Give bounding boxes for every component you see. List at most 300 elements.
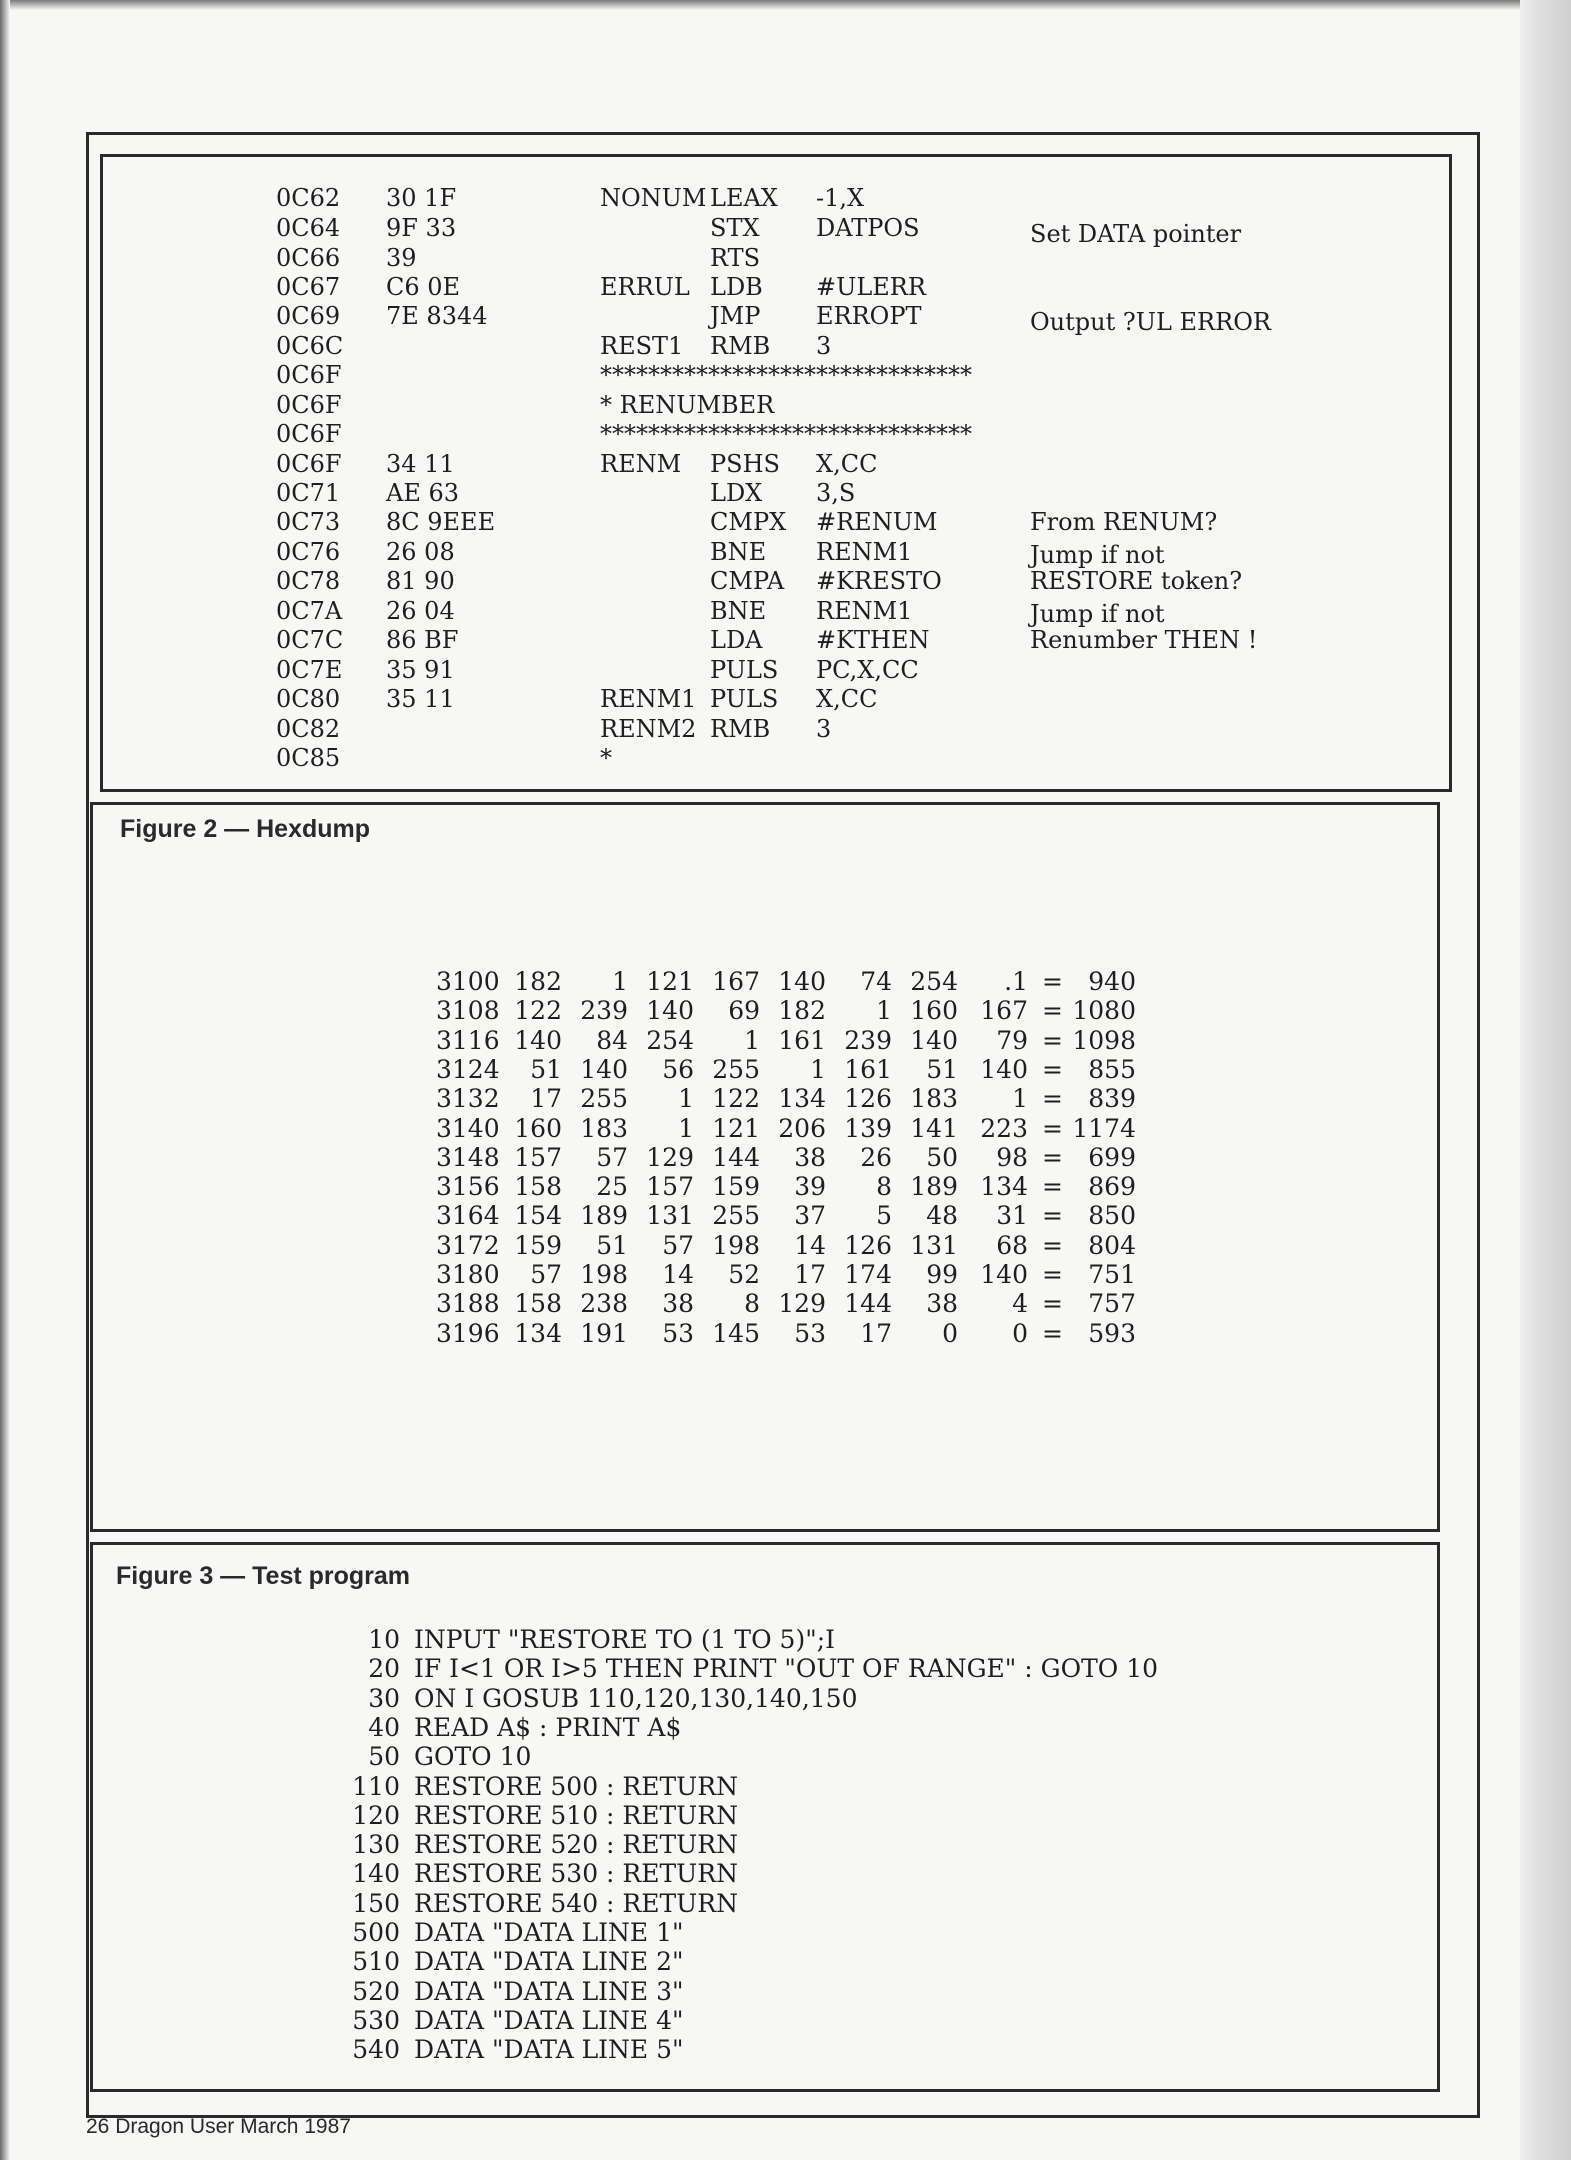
basic-statement: RESTORE 500 : RETURN [414,1772,738,1801]
hexdump-byte: 158 [514,1289,562,1318]
basic-statement: READ A$ : PRINT A$ [414,1713,682,1742]
asm-label: RENM1 [600,685,697,713]
hexdump-byte: 1 [678,1084,694,1113]
asm-operand: #KTHEN [816,626,930,654]
hexdump-address: 3148 [436,1143,500,1172]
hexdump-byte: 134 [514,1319,562,1348]
hexdump-byte: 1 [876,996,892,1025]
asm-opcode-bytes: 7E 8344 [386,302,488,330]
hexdump-byte: 159 [712,1172,760,1201]
hexdump-equals: = [1042,1172,1063,1201]
asm-opcode-bytes: 86 BF [386,626,459,654]
asm-operand: ERROPT [816,302,922,330]
basic-line-number: 130 [352,1830,400,1859]
asm-address: 0C82 [276,715,341,743]
basic-line-number: 540 [352,2035,400,2064]
basic-statement: DATA "DATA LINE 1" [414,1918,684,1947]
hexdump-byte: 145 [712,1319,760,1348]
asm-address: 0C76 [276,538,341,566]
asm-address: 0C71 [276,479,341,507]
basic-line-number: 140 [352,1859,400,1888]
basic-line-number: 50 [368,1742,400,1771]
asm-address: 0C6F [276,361,342,389]
hexdump-byte: 140 [580,1055,628,1084]
hexdump-byte: 255 [712,1201,760,1230]
basic-statement: IF I<1 OR I>5 THEN PRINT "OUT OF RANGE" : GOTO 10 [414,1654,1159,1683]
hexdump-byte: 31 [996,1201,1028,1230]
hexdump-row [436,1143,1136,1172]
asm-comment: From RENUM? [1030,508,1218,536]
basic-line [344,1684,1344,1713]
asm-address: 0C69 [276,302,341,330]
hexdump-byte: 140 [980,1260,1028,1289]
hexdump-byte: 254 [910,967,958,996]
basic-line-number: 520 [352,1977,400,2006]
hexdump-byte: 158 [514,1172,562,1201]
asm-mnemonic: JMP [710,302,761,330]
hexdump-byte: 157 [646,1172,694,1201]
figure-2-title: Figure 2 — Hexdump [120,815,371,843]
basic-statement: RESTORE 520 : RETURN [414,1830,738,1859]
asm-comment: Jump if not [1030,600,1165,628]
hexdump-row [436,1289,1136,1318]
basic-statement: ON I GOSUB 110,120,130,140,150 [414,1684,858,1713]
hexdump-checksum: 751 [1088,1260,1136,1289]
asm-opcode-bytes: 26 08 [386,538,455,566]
hexdump-byte: 126 [844,1231,892,1260]
hexdump-byte: 53 [794,1319,826,1348]
hexdump-byte: 189 [580,1201,628,1230]
basic-statement: INPUT "RESTORE TO (1 TO 5)";I [414,1625,836,1654]
hexdump-byte: 26 [860,1143,892,1172]
hexdump-byte: 5 [876,1201,892,1230]
hexdump-byte: 140 [646,996,694,1025]
hexdump-byte: 50 [926,1143,958,1172]
hexdump-byte: 183 [910,1084,958,1113]
asm-line [276,567,1316,597]
hexdump-address: 3124 [436,1055,500,1084]
basic-line [344,1918,1344,1947]
hexdump-byte: 122 [712,1084,760,1113]
asm-mnemonic: CMPA [710,567,785,595]
asm-address: 0C67 [276,273,341,301]
hexdump-byte: 144 [844,1289,892,1318]
hexdump-byte: 79 [996,1026,1028,1055]
hexdump-byte: 51 [596,1231,628,1260]
basic-line-number: 510 [352,1947,400,1976]
asm-operand: DATPOS [816,214,920,242]
figure-3-title: Figure 3 — Test program [116,1562,411,1590]
asm-address: 0C6F [276,420,342,448]
hexdump-equals: = [1042,1201,1063,1230]
asm-mnemonic: LDA [710,626,763,654]
basic-line-number: 20 [368,1654,400,1683]
hexdump-byte: 17 [530,1084,562,1113]
hexdump-byte: 159 [514,1231,562,1260]
basic-statement: DATA "DATA LINE 3" [414,1977,684,2006]
asm-mnemonic: LDX [710,479,763,507]
asm-operand: X,CC [816,685,878,713]
hexdump-byte: 140 [778,967,826,996]
asm-address: 0C66 [276,244,341,272]
hexdump-byte: 183 [580,1114,628,1143]
hexdump-byte: 191 [580,1319,628,1348]
asm-address: 0C80 [276,685,341,713]
asm-operand: 3 [816,332,832,360]
hexdump-byte: 74 [860,967,892,996]
hexdump-byte: 157 [514,1143,562,1172]
asm-address: 0C6C [276,332,344,360]
hexdump-checksum: 757 [1088,1289,1136,1318]
asm-line [276,361,1316,391]
hexdump-byte: 38 [794,1143,826,1172]
hexdump-byte: 182 [514,967,562,996]
asm-mnemonic: STX [710,214,760,242]
hexdump-byte: 161 [844,1055,892,1084]
asm-comment: RESTORE token? [1030,567,1243,595]
asm-opcode-bytes: 39 [386,244,417,272]
hexdump-byte: 84 [596,1026,628,1055]
hexdump-byte: 160 [514,1114,562,1143]
hexdump-byte: .1 [1004,967,1028,996]
asm-line [276,273,1316,303]
hexdump-address: 3140 [436,1114,500,1143]
hexdump-byte: 141 [910,1114,958,1143]
hexdump-byte: 14 [794,1231,826,1260]
asm-line [276,184,1316,214]
asm-line [276,656,1316,686]
asm-operand: X,CC [816,450,878,478]
basic-line-number: 500 [352,1918,400,1947]
hexdump-equals: = [1042,1289,1063,1318]
asm-operand: #KRESTO [816,567,942,595]
asm-banner-title: * RENUMBER [600,391,775,419]
hexdump-equals: = [1042,1260,1063,1289]
hexdump-byte: 126 [844,1084,892,1113]
hexdump-byte: 140 [910,1026,958,1055]
hexdump-byte: 56 [662,1055,694,1084]
asm-banner-line: ******************************* [600,361,972,389]
hexdump-byte: 134 [980,1172,1028,1201]
asm-label: NONUM [600,184,707,212]
asm-line [276,450,1316,480]
hexdump-row [436,996,1136,1025]
page-top-shadow [0,0,1571,10]
hexdump-checksum: 869 [1088,1172,1136,1201]
asm-opcode-bytes: AE 63 [386,479,460,507]
hexdump-byte: 161 [778,1026,826,1055]
hexdump-equals: = [1042,967,1063,996]
asm-mnemonic: PULS [710,656,779,684]
hexdump-row [436,1172,1136,1201]
hexdump-checksum: 1080 [1072,996,1136,1025]
hexdump-byte: 57 [596,1143,628,1172]
asm-operand: 3,S [816,479,856,507]
basic-statement: RESTORE 510 : RETURN [414,1801,738,1830]
hexdump-equals: = [1042,1055,1063,1084]
hexdump-byte: 239 [844,1026,892,1055]
hexdump-row [436,1319,1136,1348]
asm-line [276,626,1316,656]
hexdump-address: 3116 [436,1026,500,1055]
asm-address: 0C78 [276,567,341,595]
hexdump-byte: 1 [612,967,628,996]
hexdump-byte: 129 [778,1289,826,1318]
hexdump-checksum: 804 [1088,1231,1136,1260]
hexdump-checksum: 839 [1088,1084,1136,1113]
hexdump-byte: 1 [1012,1084,1028,1113]
asm-address: 0C73 [276,508,341,536]
asm-address: 0C7A [276,597,343,625]
basic-statement: DATA "DATA LINE 4" [414,2006,684,2035]
hexdump-row [436,1201,1136,1230]
hexdump-byte: 37 [794,1201,826,1230]
hexdump-byte: 0 [1012,1319,1028,1348]
asm-operand: #ULERR [816,273,926,301]
basic-line [344,1625,1344,1654]
asm-label: RENM [600,450,682,478]
asm-comment: Jump if not [1030,541,1165,569]
basic-line [344,2006,1344,2035]
basic-line-number: 150 [352,1889,400,1918]
hexdump-byte: 255 [580,1084,628,1113]
asm-line [276,508,1316,538]
hexdump-byte: 69 [728,996,760,1025]
hexdump-address: 3100 [436,967,500,996]
basic-line-number: 10 [368,1625,400,1654]
asm-banner-line: ******************************* [600,420,972,448]
asm-comment: Output ?UL ERROR [1030,308,1271,336]
asm-opcode-bytes: 8C 9EEE [386,508,496,536]
asm-opcode-bytes: C6 0E [386,273,461,301]
basic-line [344,1859,1344,1888]
basic-statement: GOTO 10 [414,1742,532,1771]
asm-line [276,244,1316,274]
hexdump-byte: 98 [996,1143,1028,1172]
hexdump-byte: 122 [514,996,562,1025]
hexdump-byte: 189 [910,1172,958,1201]
hexdump-byte: 57 [662,1231,694,1260]
hexdump-address: 3164 [436,1201,500,1230]
hexdump-address: 3132 [436,1084,500,1113]
hexdump-equals: = [1042,1231,1063,1260]
basic-statement: RESTORE 540 : RETURN [414,1889,738,1918]
hexdump-byte: 38 [926,1289,958,1318]
basic-line [344,1947,1344,1976]
hexdump-byte: 140 [514,1026,562,1055]
hexdump-checksum: 855 [1088,1055,1136,1084]
hexdump-address: 3188 [436,1289,500,1318]
hexdump-byte: 51 [530,1055,562,1084]
asm-operand: #RENUM [816,508,938,536]
asm-operand: 3 [816,715,832,743]
hexdump-equals: = [1042,1143,1063,1172]
asm-line [276,332,1316,362]
basic-line [344,1742,1344,1771]
basic-line-number: 30 [368,1684,400,1713]
hexdump-checksum: 593 [1088,1319,1136,1348]
asm-comment: Renumber THEN ! [1030,626,1258,654]
hexdump-byte: 206 [778,1114,826,1143]
hexdump-equals: = [1042,996,1063,1025]
hexdump-equals: = [1042,1026,1063,1055]
hexdump-byte: 51 [926,1055,958,1084]
hexdump-byte: 1 [678,1114,694,1143]
hexdump-byte: 99 [926,1260,958,1289]
basic-line [344,1654,1344,1683]
asm-line [276,538,1316,568]
hexdump-byte: 121 [646,967,694,996]
hexdump-byte: 239 [580,996,628,1025]
asm-mnemonic: LEAX [710,184,778,212]
hexdump-byte: 4 [1012,1289,1028,1318]
basic-line-number: 110 [352,1772,400,1801]
hexdump-checksum: 699 [1088,1143,1136,1172]
asm-mnemonic: RTS [710,244,761,272]
asm-mnemonic: BNE [710,597,767,625]
asm-address: 0C7C [276,626,344,654]
hexdump-byte: 134 [778,1084,826,1113]
basic-line [344,2035,1344,2064]
hexdump-byte: 25 [596,1172,628,1201]
asm-address: 0C62 [276,184,341,212]
asm-line [276,391,1316,421]
asm-line [276,214,1316,248]
hexdump-row [436,1084,1136,1113]
hexdump-byte: 8 [744,1289,760,1318]
hexdump-byte: 38 [662,1289,694,1318]
hexdump-checksum: 940 [1088,967,1136,996]
basic-statement: DATA "DATA LINE 2" [414,1947,684,1976]
asm-comment: Set DATA pointer [1030,220,1242,248]
asm-line [276,597,1316,627]
hexdump-byte: 167 [980,996,1028,1025]
asm-mnemonic: CMPX [710,508,787,536]
hexdump-address: 3172 [436,1231,500,1260]
page-left-shadow [0,0,10,2160]
hexdump-address: 3180 [436,1260,500,1289]
asm-mnemonic: RMB [710,715,771,743]
hexdump-byte: 8 [876,1172,892,1201]
asm-address: 0C85 [276,744,341,772]
hexdump-byte: 131 [646,1201,694,1230]
hexdump-byte: 131 [910,1231,958,1260]
hexdump-byte: 167 [712,967,760,996]
hexdump-byte: 174 [844,1260,892,1289]
asm-opcode-bytes: 26 04 [386,597,455,625]
asm-label: REST1 [600,332,684,360]
hexdump-byte: 238 [580,1289,628,1318]
hexdump-byte: 139 [844,1114,892,1143]
asm-opcode-bytes: 35 11 [386,685,455,713]
hexdump-byte: 1 [810,1055,826,1084]
asm-operand: RENM1 [816,538,913,566]
asm-mnemonic: BNE [710,538,767,566]
page-right-edge [1520,0,1571,2160]
asm-mnemonic: RMB [710,332,771,360]
asm-line [276,715,1316,745]
asm-mnemonic: LDB [710,273,763,301]
hexdump-row [436,1114,1136,1143]
hexdump-byte: 0 [942,1319,958,1348]
asm-opcode-bytes: 34 11 [386,450,455,478]
basic-line-number: 530 [352,2006,400,2035]
asm-opcode-bytes: 35 91 [386,656,455,684]
hexdump-byte: 223 [980,1114,1028,1143]
hexdump-byte: 121 [712,1114,760,1143]
asm-operand: RENM1 [816,597,913,625]
asm-line [276,479,1316,509]
asm-label: RENM2 [600,715,697,743]
hexdump-byte: 57 [530,1260,562,1289]
hexdump-byte: 160 [910,996,958,1025]
asm-line [276,420,1316,450]
hexdump-byte: 14 [662,1260,694,1289]
hexdump-byte: 154 [514,1201,562,1230]
asm-operand: -1,X [816,184,865,212]
asm-line [276,744,1316,774]
hexdump-equals: = [1042,1084,1063,1113]
asm-label: ERRUL [600,273,690,301]
asm-line [276,685,1316,715]
hexdump-checksum: 1174 [1072,1114,1136,1143]
hexdump-byte: 254 [646,1026,694,1055]
hexdump-row [436,1231,1136,1260]
hexdump-address: 3156 [436,1172,500,1201]
asm-address: 0C6F [276,450,342,478]
hexdump-byte: 198 [712,1231,760,1260]
hexdump-byte: 17 [860,1319,892,1348]
asm-opcode-bytes: 81 90 [386,567,455,595]
asm-opcode-bytes: 9F 33 [386,214,457,242]
asm-label: * [600,744,612,772]
basic-line [344,1889,1344,1918]
hexdump-byte: 68 [996,1231,1028,1260]
hexdump-row [436,1026,1136,1055]
basic-line [344,1801,1344,1830]
basic-line-number: 40 [368,1713,400,1742]
hexdump-address: 3196 [436,1319,500,1348]
hexdump-byte: 182 [778,996,826,1025]
basic-line [344,1772,1344,1801]
asm-address: 0C7E [276,656,343,684]
asm-line [276,302,1316,336]
hexdump-byte: 144 [712,1143,760,1172]
page-footer: 26 Dragon User March 1987 [86,2115,351,2138]
asm-address: 0C6F [276,391,342,419]
hexdump-byte: 198 [580,1260,628,1289]
basic-line [344,1977,1344,2006]
basic-line [344,1830,1344,1859]
hexdump-address: 3108 [436,996,500,1025]
hexdump-equals: = [1042,1114,1063,1143]
basic-statement: DATA "DATA LINE 5" [414,2035,684,2064]
basic-statement: RESTORE 530 : RETURN [414,1859,738,1888]
asm-address: 0C64 [276,214,341,242]
hexdump-byte: 17 [794,1260,826,1289]
hexdump-byte: 255 [712,1055,760,1084]
hexdump-row [436,1260,1136,1289]
hexdump-row [436,1055,1136,1084]
asm-mnemonic: PULS [710,685,779,713]
hexdump-byte: 53 [662,1319,694,1348]
hexdump-checksum: 1098 [1072,1026,1136,1055]
hexdump-row [436,967,1136,996]
hexdump-byte: 1 [744,1026,760,1055]
asm-mnemonic: PSHS [710,450,780,478]
basic-line-number: 120 [352,1801,400,1830]
basic-line [344,1713,1344,1742]
